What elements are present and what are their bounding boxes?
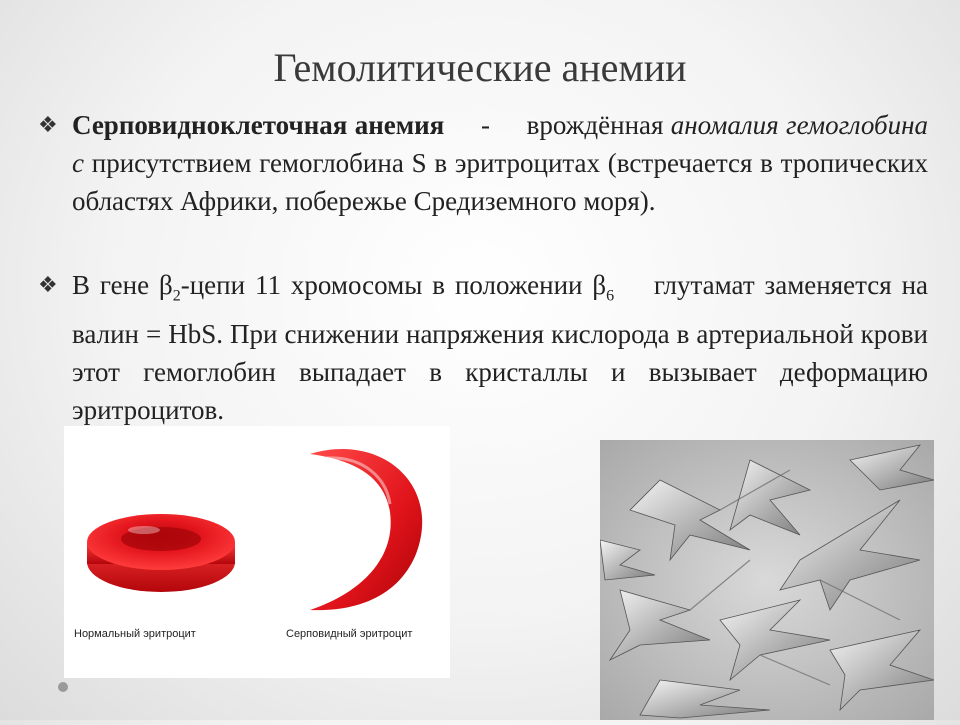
- caption-normal-erythrocyte: Нормальный эритроцит: [74, 628, 196, 640]
- text-glutamate: глутамат заменяется на валин = HbS. При снижении напряжения кислорода в артериальной крови этот гемоглобин выпадает в кристаллы и вызывает деформацию эритроцитов.: [72, 270, 929, 426]
- text-gene: В гене β: [72, 270, 173, 300]
- bullet-text: [72, 106, 928, 220]
- erythrocyte-illustration: [64, 426, 450, 678]
- normal-erythrocyte-shape: [87, 514, 235, 592]
- bullet-text: [72, 266, 928, 429]
- subscript-6: 6: [606, 287, 615, 305]
- bullet-diamond-icon: ❖: [38, 112, 58, 137]
- text-anomaly-italic: аномалия гемоглобина с: [72, 110, 929, 178]
- bullet-diamond-icon: ❖: [38, 272, 58, 297]
- bullet-sickle-cell: [38, 106, 928, 220]
- text-presence: присутствием гемоглобина S в эритроцитах (встречается в тропических областях Африки, побережье Средиземного моря).: [72, 148, 928, 216]
- bullet-gene-mutation: [38, 266, 928, 429]
- text-chain-position: -цепи 11 хромосомы в положении β: [180, 270, 607, 300]
- micrograph-image: [600, 440, 934, 720]
- term-sickle-cell-anemia: Серповидноклеточная анемия: [72, 110, 445, 140]
- sickle-cell-micrograph: [600, 440, 934, 720]
- erythrocyte-comparison-figure: [64, 426, 450, 678]
- text-congenital: врождённая: [526, 110, 664, 140]
- slide-bullet-dot: [58, 682, 68, 692]
- dash: -: [480, 110, 490, 140]
- slide-title: Гемолитические анемии: [273, 45, 687, 90]
- subscript-2: 2: [172, 287, 181, 305]
- sickle-erythrocyte-shape: [310, 449, 422, 610]
- caption-sickle-erythrocyte: Серповидный эритроцит: [286, 628, 413, 640]
